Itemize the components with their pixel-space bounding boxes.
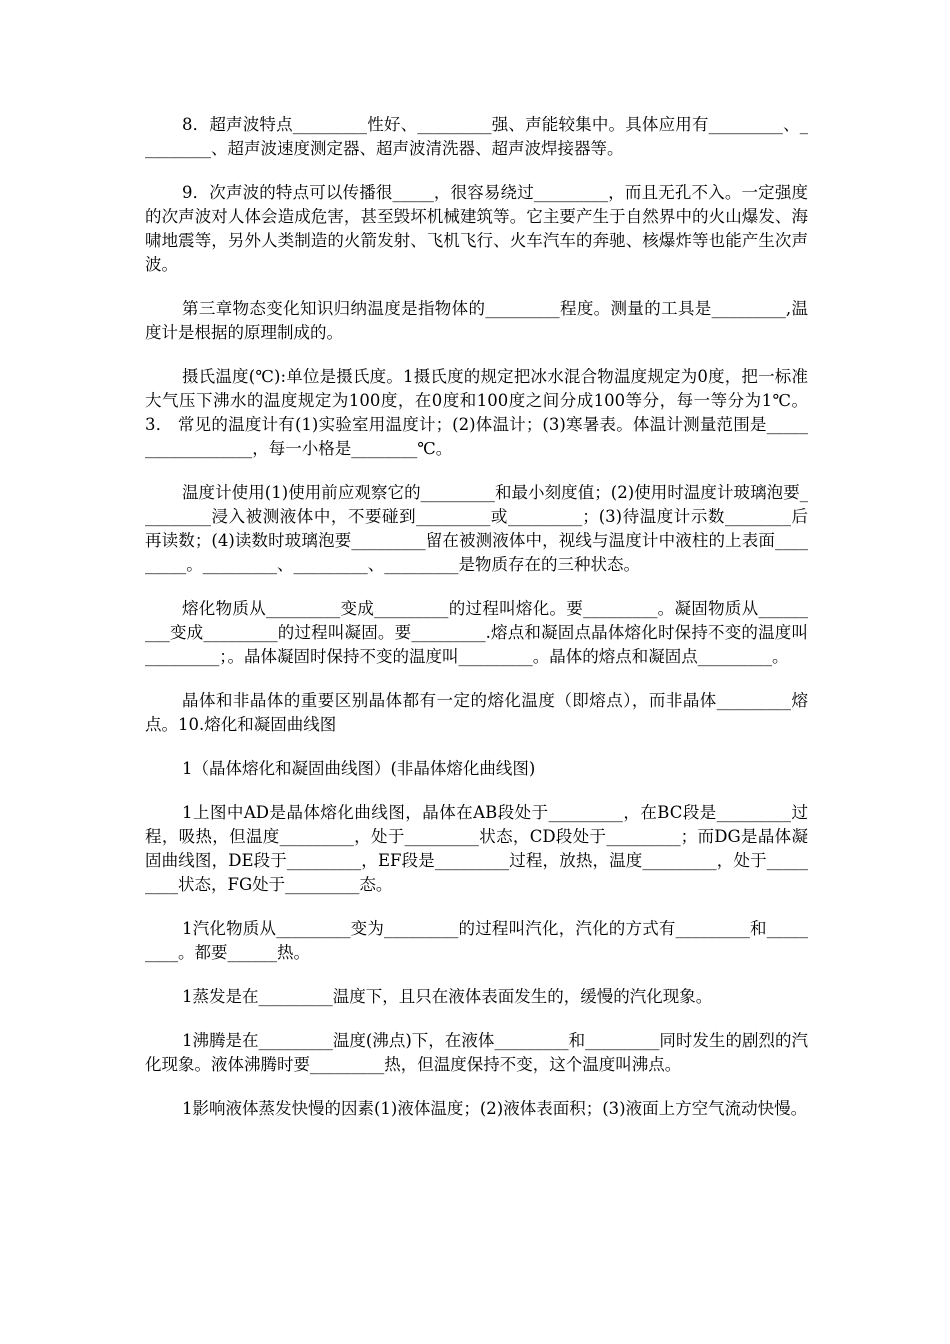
paragraph-vaporization: 1汽化物质从_________变为_________的过程叫汽化，汽化的方式有_________和_________。都要______热。 [145, 919, 808, 962]
paragraph-ultrasound: 8．超声波特点_________性好、_________强、声能较集中。具体应用有_________、_________、超声波速度测定器、超声波清洗器、超声波焊接器等。 [145, 115, 808, 158]
paragraph-curve-analysis: 1上图中AD是晶体熔化曲线图，晶体在AB段处于_________，在BC段是_________过程，吸热，但温度_________，处于_________状态，CD段处于_________；而DG是晶体凝固曲线图，DE段于_________，EF段是_________过程，放热，温度_________，处于_________状态，FG处于_________态。 [145, 803, 808, 894]
document-body [145, 113, 814, 1141]
paragraph-temperature-definition: 第三章物态变化知识归纳温度是指物体的_________程度。测量的工具是_________,温度计是根据的原理制成的。 [145, 299, 808, 342]
paragraph-evaporation-factors: 1影响液体蒸发快慢的因素(1)液体温度；(2)液体表面积；(3)液面上方空气流动快慢。 [182, 1099, 808, 1118]
paragraph-crystal-vs-amorphous: 晶体和非晶体的重要区别晶体都有一定的熔化温度（即熔点），而非晶体_________熔点。10.熔化和凝固曲线图 [145, 691, 808, 734]
paragraph-infrasound: 9．次声波的特点可以传播很_____，很容易绕过_________，而且无孔不入。一定强度的次声波对人体会造成危害，甚至毁坏机械建筑等。它主要产生于自然界中的火山爆发、海啸地震等，另外人类制造的火箭发射、飞机飞行、火车汽车的奔驰、核爆炸等也能产生次声波。 [145, 183, 808, 274]
paragraph-melting: 熔化物质从_________变成_________的过程叫熔化。要_________。凝固物质从_________变成_________的过程叫凝固。要_________.熔点和凝固点晶体熔化时保持不变的温度叫_________；。晶体凝固时保持不变的温度叫_________。晶体的熔点和凝固点_________。 [145, 599, 808, 666]
paragraph-curve-captions: 1（晶体熔化和凝固曲线图）(非晶体熔化曲线图) [182, 759, 536, 778]
paragraph-boiling: 1沸腾是在_________温度(沸点)下，在液体_________和_________同时发生的剧烈的汽化现象。液体沸腾时要_________热，但温度保持不变，这个温度叫沸点。 [145, 1031, 808, 1074]
paragraph-celsius: 摄氏温度(℃):单位是摄氏度。1摄氏度的规定把冰水混合物温度规定为0度，把一标准大气压下沸水的温度规定为100度，在0度和100度之间分成100等分，每一等分为1℃。 3． 常见的温度计有(1)实验室用温度计；(2)体温计；(3)寒暑表。体温计测量范围是__________________，每一小格是________℃。 [145, 367, 814, 458]
paragraph-evaporation: 1蒸发是在_________温度下，且只在液体表面发生的，缓慢的汽化现象。 [182, 987, 713, 1006]
paragraph-thermometer-use: 温度计使用(1)使用前应观察它的_________和最小刻度值；(2)使用时温度计玻璃泡要_________浸入被测液体中，不要碰到_________或_________；(3)待温度计示数________后再读数；(4)读数时玻璃泡要_________留在被测液体中，视线与温度计中液柱的上表面_________。_________、_________、_________是物质存在的三种状态。 [145, 483, 808, 574]
